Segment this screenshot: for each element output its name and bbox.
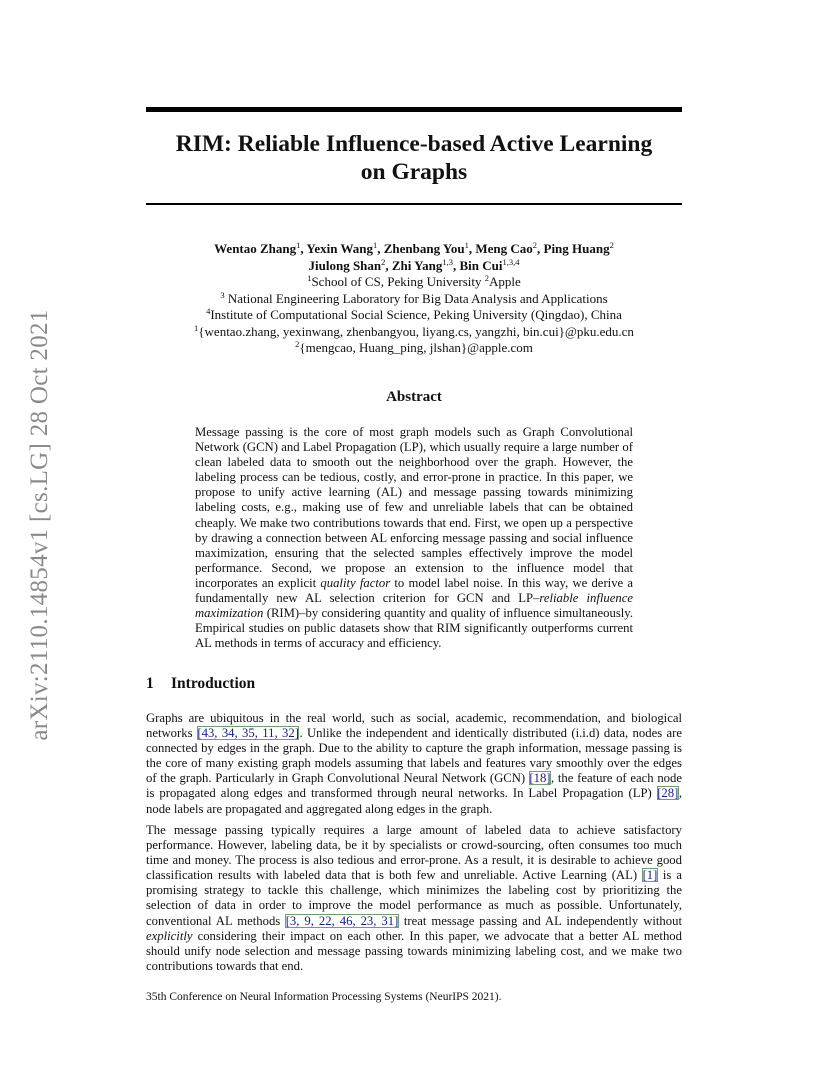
author-sup: 2 [609,240,614,250]
title-line-2: on Graphs [360,159,468,185]
intro-paragraph-2 [146,823,682,974]
email-line-2 [146,340,682,357]
abstract-heading: Abstract [386,389,442,405]
author-name: Meng Cao [475,241,533,256]
arxiv-identifier-text: arXiv:2110.14854v1 [cs.LG] 28 Oct 2021 [26,309,53,741]
paragraph-text: , node labels are propagated and aggregated along edges in the graph. [146,786,682,816]
paragraph-text: Graphs are ubiquitous in the real world, such as social, academic, recommendation, and biological networks [146,711,682,741]
author-line-2: Jiulong Shan$^2$, Zhi Yang$^{1,3}$, Bin Cui$^{1,3,4}$ [308,256,520,273]
author-sup: 2 [381,256,386,267]
citation-link[interactable]: [43, 34, 35, 11, 32] [197,726,299,741]
author-sup: 1 [373,240,378,250]
paragraph-text: treat message passing and AL independently without [398,913,682,928]
abstract-text: Message passing is the core of most graph models such as Graph Convolutional Network (GCN) and Label Propagation (LP), which usually require a large number of clean labeled data to smooth out the neighborhood over the graph. However, the labeling process can be tedious, costly, and error-prone in practice. In this paper, we propose to unify active learning (AL) and message passing towards minimizing labeling costs, e.g., making use of few and unreliable labels that can be obtained cheaply. We make two contributions towards that end. First, we open up a perspective by drawing a connection between AL enforcing message passing and social influence maximization, ensuring that the selected samples effectively improve the model performance. Second, we propose an extension to the influence model that incorporates an explicit [195,425,633,590]
arxiv-identifier [20,290,60,760]
title-line-1: RIM: Reliable Influence-based Active Learning [175,131,653,157]
affiliation-text: Institute of Computational Social Science, Peking University (Qingdao), China [210,307,622,322]
conference-footer: 35th Conference on Neural Information Processing Systems (NeurIPS 2021). [146,991,502,1003]
author-name: Jiulong Shan [308,257,382,273]
author-sup: 2 [532,240,537,250]
author-name: Bin Cui [459,257,503,273]
paper-title [146,130,682,186]
paragraph-text: considering their impact on each other. In this paper, we advocate that a better AL method should unify node selection and message passing towards minimizing labeling cost, and we make two contributions towards that end. [146,928,682,973]
author-sup: 1 [464,240,469,250]
title-rule-top [146,107,682,112]
affiliation-sup: 4 [206,306,211,316]
author-line-1: Wentao Zhang$^1$, Yexin Wang$^1$, Zhenbang You$^1$, Meng Cao$^2$, Ping Huang$^2$ [214,240,614,256]
author-sup: 1,3 [442,256,453,267]
author-sup: 1 [296,240,301,250]
author-block [146,241,682,357]
abstract-text: to model label noise. In this way, we derive a fundamentally new AL selection criterion for GCN and LP– [195,575,634,606]
email-text: {wentao.zhang, yexinwang, zhenbangyou, liyang.cs, yangzhi, bin.cui}@pku.edu.cn [198,323,634,339]
section-title: Introduction [171,675,256,692]
affiliation-text: School of CS, Peking University [311,274,485,289]
author-sup: 1,3,4 [502,256,520,267]
affiliation-sup: 3 [220,289,225,300]
author-name: Zhi Yang [391,257,443,273]
affiliation-sup: 2 [484,273,490,283]
email-text: {mengcao, Huang_ping, jlshan}@apple.com [299,340,533,355]
author-name: Yexin Wang [306,241,374,256]
email-sup: 1 [194,322,199,333]
affiliation-line-1 [146,274,682,291]
paragraph-text: The message passing typically requires a large amount of labeled data to achieve satisfactory performance. However, labeling data, be it by specialists or crowd-sourcing, often consumes too much time and money. The process is also tedious and error-prone. As a result, it is desirable to achieve good classification results with labeled data that is both few and unreliable. Active Learning (AL) [146,823,682,883]
abstract-emphasis: quality factor [320,575,391,590]
paragraph-emphasis: explicitly [146,928,193,943]
email-line-1 [146,324,682,341]
title-rule-bottom [146,203,682,205]
citation-link[interactable]: [3, 9, 22, 46, 23, 31] [285,913,399,928]
paragraph-text: , the feature of each node is propagated along edges and transformed through neural networks. In Label Propagation (LP) [146,771,682,801]
citation-link[interactable]: [18] [529,771,551,786]
author-name: Zhenbang You [383,241,465,256]
abstract-body [195,425,633,651]
section-heading-introduction [146,675,255,693]
email-sup: 2 [295,339,300,349]
abstract-text: (RIM)–by considering quantity and quality of influence simultaneously. Empirical studies on public datasets show that RIM significantly outperforms current AL methods in terms of accuracy and efficiency. [195,606,633,651]
abstract-emphasis: reliable influence maximization [195,591,634,621]
author-name: Wentao Zhang [214,241,297,256]
affiliation-line-3 [146,307,682,324]
citation-link[interactable]: [1] [642,868,658,883]
author-name: Ping Huang [543,241,610,256]
section-number: 1 [146,675,154,692]
paragraph-text: is a promising strategy to tackle this challenge, which minimizes the labeling cost by prioritizing the selection of data in order to improve the model performance as much as possible. Unfortunately, conventional AL methods [146,868,682,928]
affiliation-line-2 [146,291,682,308]
affiliation-text: Apple [489,274,521,289]
affiliation-sup: 1 [307,273,312,283]
paragraph-text: . Unlike the independent and identically distributed (i.i.d) data, nodes are connected by edges in the graph. Due to the ability to capture the graph information, message passing is the core of many existing graph models assuming that labels and features vary smoothly over the edges of the graph. Particularly in Graph Convolutional Neural Network (GCN) [146,726,683,786]
affiliation-text: National Engineering Laboratory for Big Data Analysis and Applications [224,290,608,306]
citation-link[interactable]: [28] [657,786,679,801]
intro-paragraph-1 [146,711,682,817]
